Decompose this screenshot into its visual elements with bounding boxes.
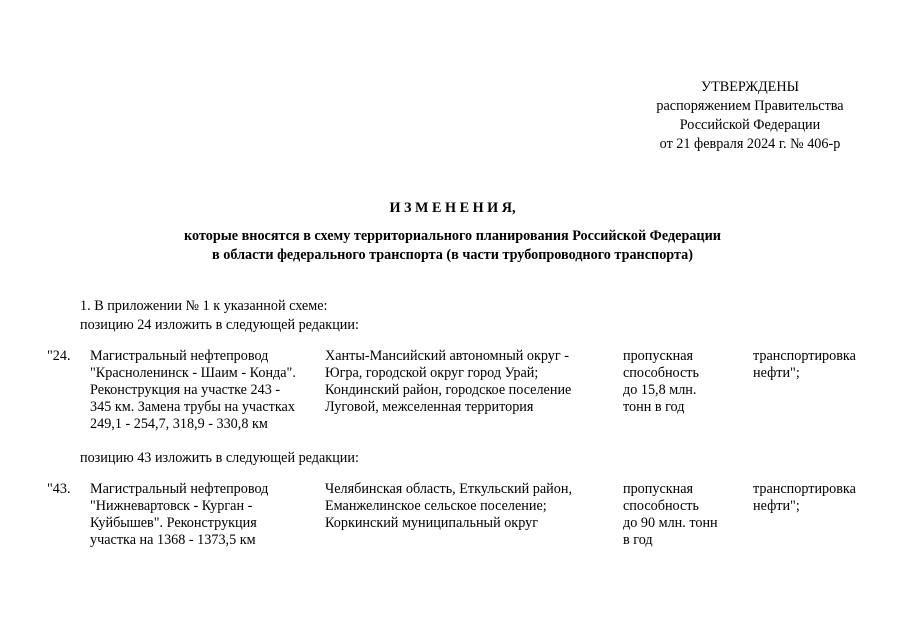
cell-line: Еманжелинское сельское поселение; bbox=[325, 498, 547, 514]
purpose-cell bbox=[753, 481, 883, 515]
paragraph-3: позицию 43 изложить в следующей редакции: bbox=[80, 450, 359, 466]
subtitle-line: в области федерального транспорта (в части трубопроводного транспорта) bbox=[212, 247, 693, 263]
cell-line: Челябинская область, Еткульский район, bbox=[325, 481, 572, 497]
cell-line: тонн в год bbox=[623, 399, 685, 415]
approval-line: Российской Федерации bbox=[679, 117, 821, 133]
cell-line: Куйбышев". Реконструкция bbox=[90, 515, 257, 531]
row-number: "43. bbox=[47, 481, 71, 497]
approval-heading: УТВЕРЖДЕНЫ bbox=[701, 79, 799, 95]
cell-line: Коркинский муниципальный округ bbox=[325, 515, 539, 531]
subtitle-line: которые вносятся в схему территориального планирования Российской Федерации bbox=[184, 228, 721, 244]
region-cell bbox=[325, 481, 615, 532]
cell-line: до 90 млн. тонн bbox=[623, 515, 718, 531]
cell-line: участка на 1368 - 1373,5 км bbox=[90, 532, 256, 548]
cell-line: способность bbox=[623, 498, 699, 514]
capacity-cell bbox=[623, 348, 748, 416]
cell-line: Магистральный нефтепровод bbox=[90, 481, 269, 497]
paragraph-2: позицию 24 изложить в следующей редакции: bbox=[80, 317, 359, 333]
cell-line: транспортировка bbox=[753, 348, 856, 364]
cell-line: нефти"; bbox=[753, 365, 800, 381]
cell-line: до 15,8 млн. bbox=[623, 382, 697, 398]
capacity-cell bbox=[623, 481, 748, 549]
approval-line: распоряжением Правительства bbox=[656, 98, 844, 114]
document-title: И З М Е Н Е Н И Я, bbox=[389, 200, 516, 216]
object-name-cell bbox=[90, 348, 320, 433]
cell-line: в год bbox=[623, 532, 653, 548]
cell-line: транспортировка bbox=[753, 481, 856, 497]
cell-line: Реконструкция на участке 243 - bbox=[90, 382, 281, 398]
approval-line: от 21 февраля 2024 г. № 406-р bbox=[659, 136, 841, 152]
object-name-cell bbox=[90, 481, 320, 549]
cell-line: 249,1 - 254,7, 318,9 - 330,8 км bbox=[90, 416, 268, 432]
cell-line: "Нижневартовск - Курган - bbox=[90, 498, 253, 514]
region-cell bbox=[325, 348, 615, 416]
cell-line: Кондинский район, городское поселение bbox=[325, 382, 572, 398]
cell-line: пропускная bbox=[623, 348, 694, 364]
purpose-cell bbox=[753, 348, 883, 382]
cell-line: 345 км. Замена трубы на участках bbox=[90, 399, 295, 415]
row-number: "24. bbox=[47, 348, 71, 364]
document-subtitle bbox=[0, 227, 905, 265]
cell-line: Луговой, межселенная территория bbox=[325, 399, 534, 415]
paragraph-1: 1. В приложении № 1 к указанной схеме: bbox=[80, 298, 328, 314]
cell-line: пропускная bbox=[623, 481, 694, 497]
cell-line: "Красноленинск - Шаим - Конда". bbox=[90, 365, 296, 381]
cell-line: Магистральный нефтепровод bbox=[90, 348, 269, 364]
cell-line: Югра, городской округ город Урай; bbox=[325, 365, 539, 381]
cell-line: нефти"; bbox=[753, 498, 800, 514]
cell-line: способность bbox=[623, 365, 699, 381]
approval-block bbox=[620, 78, 880, 154]
cell-line: Ханты-Мансийский автономный округ - bbox=[325, 348, 569, 364]
